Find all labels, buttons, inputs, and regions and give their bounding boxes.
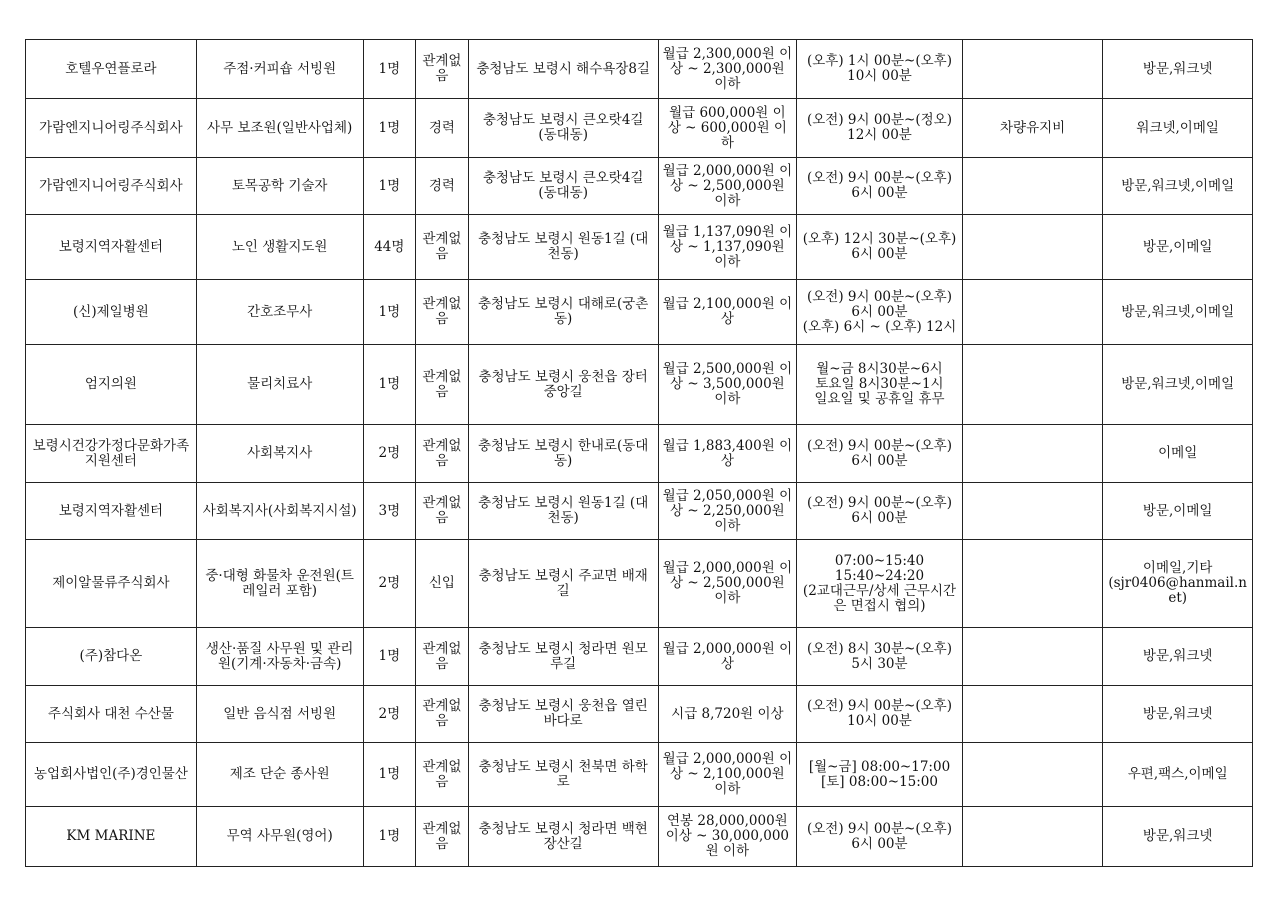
application-method-cell: 방문,워크넷: [1103, 628, 1253, 686]
wage-cell: 월급 2,000,000원 이상 ~ 2,500,000원 이하: [658, 540, 796, 628]
job-title-cell: 토목공학 기술자: [196, 158, 363, 215]
company-cell: 가람엔지니어링주식회사: [26, 158, 197, 215]
wage-cell: 월급 2,300,000원 이상 ~ 2,300,000원 이하: [658, 40, 796, 99]
hours-cell: (오전) 9시 00분~(오후) 6시 00분: [797, 158, 963, 215]
table-row: [26, 540, 1253, 628]
table-row: [26, 807, 1253, 867]
job-title-cell: 생산·품질 사무원 및 관리원(기계·자동차·금속): [196, 628, 363, 686]
experience-cell: 관계없음: [416, 483, 469, 540]
hours-cell: (오전) 9시 00분~(오후) 6시 00분 (오후) 6시 ~ (오후) 12시: [797, 280, 963, 345]
experience-cell: 관계없음: [416, 40, 469, 99]
location-cell: 충청남도 보령시 원동1길 (대천동): [468, 215, 658, 280]
job-title-cell: 무역 사무원(영어): [196, 807, 363, 867]
benefits-cell: [962, 540, 1102, 628]
experience-cell: 신입: [416, 540, 469, 628]
experience-cell: 관계없음: [416, 280, 469, 345]
job-listings-table: [25, 39, 1253, 867]
application-method-cell: 방문,워크넷: [1103, 807, 1253, 867]
wage-cell: 월급 1,137,090원 이상 ~ 1,137,090원 이하: [658, 215, 796, 280]
headcount-cell: 2명: [363, 540, 416, 628]
headcount-cell: 2명: [363, 425, 416, 483]
experience-cell: 관계없음: [416, 807, 469, 867]
hours-cell: 07:00~15:40 15:40~24:20 (2교대근무/상세 근무시간은 면접시 협의): [797, 540, 963, 628]
wage-cell: 월급 2,000,000원 이상 ~ 2,100,000원 이하: [658, 743, 796, 807]
hours-cell: (오후) 1시 00분~(오후) 10시 00분: [797, 40, 963, 99]
experience-cell: 관계없음: [416, 743, 469, 807]
application-method-cell: 방문,워크넷,이메일: [1103, 280, 1253, 345]
job-title-cell: 중·대형 화물차 운전원(트레일러 포함): [196, 540, 363, 628]
benefits-cell: [962, 483, 1102, 540]
job-title-cell: 노인 생활지도원: [196, 215, 363, 280]
location-cell: 충청남도 보령시 청라면 원모루길: [468, 628, 658, 686]
application-method-cell: 방문,워크넷: [1103, 686, 1253, 743]
benefits-cell: 차량유지비: [962, 99, 1102, 158]
benefits-cell: [962, 425, 1102, 483]
experience-cell: 경력: [416, 158, 469, 215]
headcount-cell: 1명: [363, 158, 416, 215]
hours-cell: (오전) 9시 00분~(오후) 10시 00분: [797, 686, 963, 743]
wage-cell: 월급 2,000,000원 이상 ~ 2,500,000원 이하: [658, 158, 796, 215]
table-row: [26, 483, 1253, 540]
location-cell: 충청남도 보령시 천북면 하학로: [468, 743, 658, 807]
hours-cell: (오전) 9시 00분~(오후) 6시 00분: [797, 807, 963, 867]
experience-cell: 관계없음: [416, 215, 469, 280]
company-cell: (신)제일병원: [26, 280, 197, 345]
application-method-cell: 워크넷,이메일: [1103, 99, 1253, 158]
experience-cell: 관계없음: [416, 345, 469, 425]
table-row: [26, 215, 1253, 280]
location-cell: 충청남도 보령시 큰오랏4길 (동대동): [468, 99, 658, 158]
job-title-cell: 간호조무사: [196, 280, 363, 345]
benefits-cell: [962, 280, 1102, 345]
table-row: [26, 280, 1253, 345]
application-method-cell: 방문,이메일: [1103, 215, 1253, 280]
table-body: [26, 40, 1253, 867]
wage-cell: 시급 8,720원 이상: [658, 686, 796, 743]
headcount-cell: 1명: [363, 743, 416, 807]
headcount-cell: 1명: [363, 807, 416, 867]
company-cell: KM MARINE: [26, 807, 197, 867]
company-cell: 제이알물류주식회사: [26, 540, 197, 628]
location-cell: 충청남도 보령시 웅천읍 장터중앙길: [468, 345, 658, 425]
wage-cell: 월급 1,883,400원 이상: [658, 425, 796, 483]
job-title-cell: 일반 음식점 서빙원: [196, 686, 363, 743]
hours-cell: 월~금 8시30분~6시 토요일 8시30분~1시 일요일 및 공휴일 휴무: [797, 345, 963, 425]
wage-cell: 월급 2,500,000원 이상 ~ 3,500,000원 이하: [658, 345, 796, 425]
headcount-cell: 1명: [363, 345, 416, 425]
hours-cell: (오전) 9시 00분~(오후) 6시 00분: [797, 483, 963, 540]
location-cell: 충청남도 보령시 원동1길 (대천동): [468, 483, 658, 540]
benefits-cell: [962, 345, 1102, 425]
hours-cell: (오전) 9시 00분~(정오) 12시 00분: [797, 99, 963, 158]
wage-cell: 월급 2,000,000원 이상: [658, 628, 796, 686]
benefits-cell: [962, 215, 1102, 280]
application-method-cell: 방문,워크넷,이메일: [1103, 158, 1253, 215]
company-cell: 보령지역자활센터: [26, 483, 197, 540]
job-title-cell: 주점·커피숍 서빙원: [196, 40, 363, 99]
location-cell: 충청남도 보령시 웅천읍 열린바다로: [468, 686, 658, 743]
wage-cell: 월급 600,000원 이상 ~ 600,000원 이하: [658, 99, 796, 158]
job-title-cell: 물리치료사: [196, 345, 363, 425]
table-row: [26, 425, 1253, 483]
wage-cell: 월급 2,050,000원 이상 ~ 2,250,000원 이하: [658, 483, 796, 540]
location-cell: 충청남도 보령시 청라면 백현장산길: [468, 807, 658, 867]
job-title-cell: 제조 단순 종사원: [196, 743, 363, 807]
location-cell: 충청남도 보령시 해수욕장8길: [468, 40, 658, 99]
benefits-cell: [962, 158, 1102, 215]
location-cell: 충청남도 보령시 주교면 배재길: [468, 540, 658, 628]
application-method-cell: 방문,이메일: [1103, 483, 1253, 540]
location-cell: 충청남도 보령시 큰오랏4길 (동대동): [468, 158, 658, 215]
company-cell: (주)참다온: [26, 628, 197, 686]
application-method-cell: 방문,워크넷: [1103, 40, 1253, 99]
hours-cell: (오후) 12시 30분~(오후) 6시 00분: [797, 215, 963, 280]
experience-cell: 관계없음: [416, 628, 469, 686]
location-cell: 충청남도 보령시 한내로(동대동): [468, 425, 658, 483]
hours-cell: (오전) 8시 30분~(오후) 5시 30분: [797, 628, 963, 686]
table-row: [26, 628, 1253, 686]
company-cell: 농업회사법인(주)경인물산: [26, 743, 197, 807]
wage-cell: 월급 2,100,000원 이상: [658, 280, 796, 345]
headcount-cell: 2명: [363, 686, 416, 743]
company-cell: 엄지의원: [26, 345, 197, 425]
table-row: [26, 158, 1253, 215]
job-title-cell: 사회복지사(사회복지시설): [196, 483, 363, 540]
headcount-cell: 1명: [363, 280, 416, 345]
hours-cell: (오전) 9시 00분~(오후) 6시 00분: [797, 425, 963, 483]
headcount-cell: 3명: [363, 483, 416, 540]
location-cell: 충청남도 보령시 대해로(궁촌동): [468, 280, 658, 345]
benefits-cell: [962, 628, 1102, 686]
headcount-cell: 1명: [363, 40, 416, 99]
benefits-cell: [962, 686, 1102, 743]
headcount-cell: 44명: [363, 215, 416, 280]
company-cell: 주식회사 대천 수산물: [26, 686, 197, 743]
hours-cell: [월~금] 08:00~17:00 [토] 08:00~15:00: [797, 743, 963, 807]
application-method-cell: 방문,워크넷,이메일: [1103, 345, 1253, 425]
headcount-cell: 1명: [363, 99, 416, 158]
company-cell: 호텔우연플로라: [26, 40, 197, 99]
table-row: [26, 686, 1253, 743]
company-cell: 가람엔지니어링주식회사: [26, 99, 197, 158]
job-title-cell: 사회복지사: [196, 425, 363, 483]
benefits-cell: [962, 807, 1102, 867]
table-row: [26, 99, 1253, 158]
job-title-cell: 사무 보조원(일반사업체): [196, 99, 363, 158]
company-cell: 보령지역자활센터: [26, 215, 197, 280]
benefits-cell: [962, 743, 1102, 807]
headcount-cell: 1명: [363, 628, 416, 686]
company-cell: 보령시건강가정다문화가족지원센터: [26, 425, 197, 483]
experience-cell: 관계없음: [416, 686, 469, 743]
table-row: [26, 40, 1253, 99]
benefits-cell: [962, 40, 1102, 99]
table-row: [26, 345, 1253, 425]
wage-cell: 연봉 28,000,000원 이상 ~ 30,000,000원 이하: [658, 807, 796, 867]
application-method-cell: 이메일,기타 (sjr0406@hanmail.net): [1103, 540, 1253, 628]
table-row: [26, 743, 1253, 807]
experience-cell: 관계없음: [416, 425, 469, 483]
experience-cell: 경력: [416, 99, 469, 158]
application-method-cell: 우편,팩스,이메일: [1103, 743, 1253, 807]
application-method-cell: 이메일: [1103, 425, 1253, 483]
